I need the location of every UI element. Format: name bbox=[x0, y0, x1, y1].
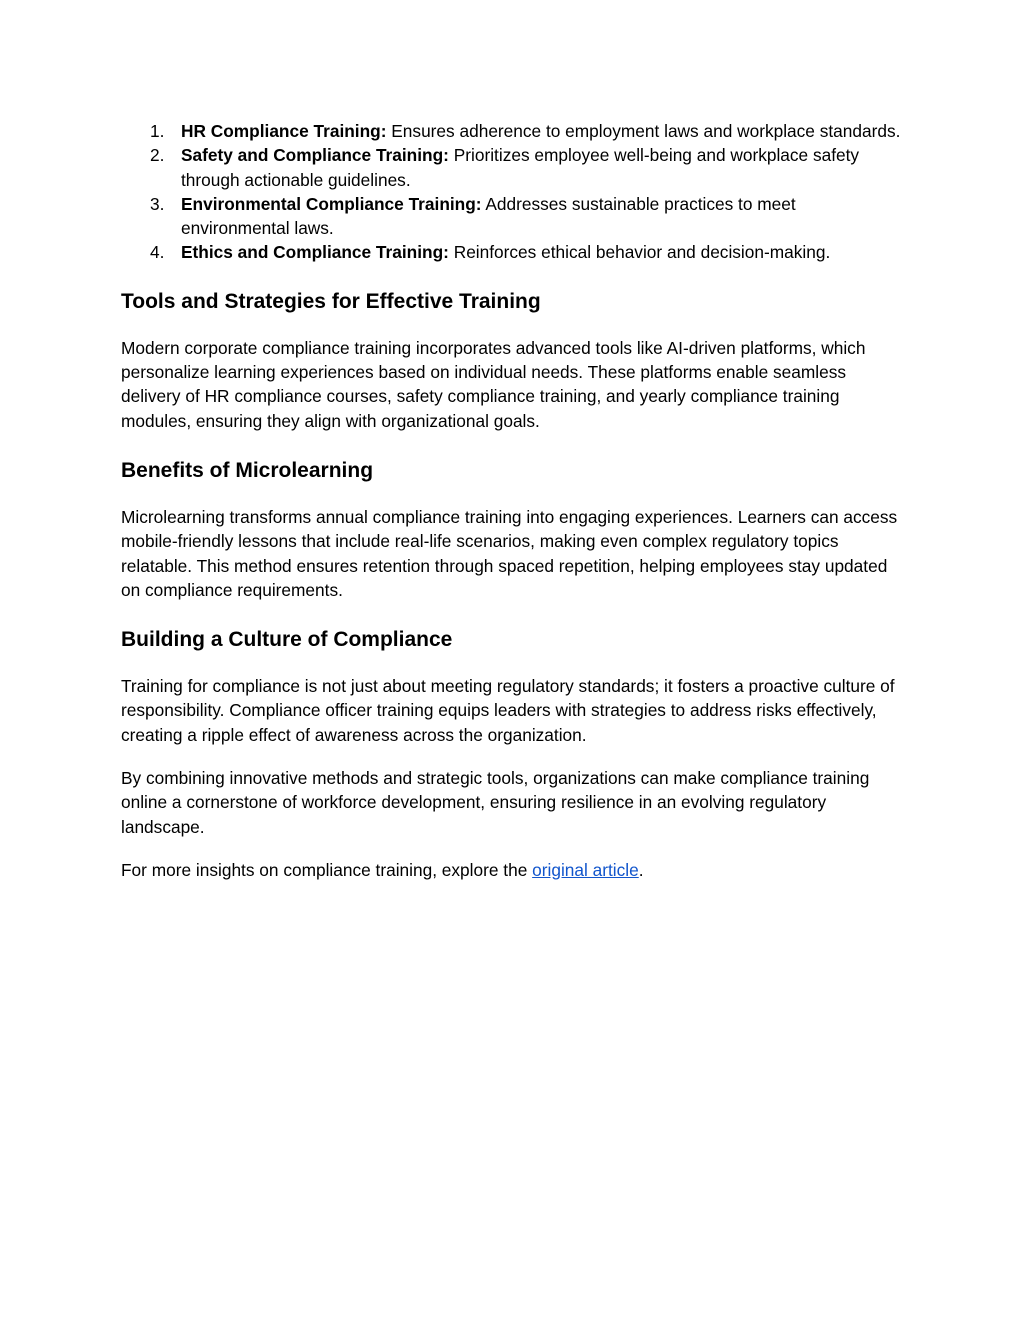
list-number: 4. bbox=[150, 242, 165, 263]
section-body-culture: Training for compliance is not just about meeting regulatory standards; it fosters a proactive culture of responsibility. Compliance officer training equips leaders with strategies to address risks effectively, creating a ripple effect of awareness across the organization. bbox=[121, 676, 895, 745]
list-number: 1. bbox=[150, 121, 165, 141]
list-item-text: Addresses sustainable practices to meet environmental laws. bbox=[181, 193, 796, 239]
section-body-microlearning: Microlearning transforms annual compliance training into engaging experiences. Learners can access mobile-friendly lessons that include real-life scenarios, making even complex regulatory topics relatable. This method ensures retention through spaced repetition, helping employees stay updated on compliance requirements. bbox=[121, 506, 898, 600]
closing-paragraph bbox=[121, 858, 906, 882]
list-item bbox=[121, 240, 906, 264]
list-item-text: Reinforces ethical behavior and decision-making. bbox=[448, 242, 831, 263]
list-number: 3. bbox=[150, 193, 165, 214]
section-heading-culture: Building a Culture of Compliance bbox=[121, 628, 453, 652]
section-body-combining: By combining innovative methods and strategic tools, organizations can make compliance training online a cornerstone of workforce development, ensuring resilience in an evolving regulatory landscape. bbox=[121, 768, 870, 837]
original-article-link[interactable]: original article bbox=[532, 859, 639, 880]
list-item-label: Safety and Compliance Training: bbox=[181, 145, 449, 166]
list-item-text: Prioritizes employee well-being and workplace safety through actionable guidelines. bbox=[181, 145, 860, 190]
list-item-text: Ensures adherence to employment laws and workplace standards. bbox=[386, 121, 901, 141]
section-body-tools: Modern corporate compliance training incorporates advanced tools like AI-driven platforms, which personalize learning experiences based on individual needs. These platforms enable seamless delivery of HR compliance courses, safety compliance training, and yearly compliance training modules, ensuring they align with organizational goals. bbox=[121, 337, 866, 431]
section-heading-microlearning: Benefits of Microlearning bbox=[121, 458, 374, 482]
list-item-label: Environmental Compliance Training: bbox=[181, 193, 482, 214]
list-item bbox=[121, 143, 906, 192]
list-number: 2. bbox=[150, 145, 165, 166]
list-item-label: HR Compliance Training: bbox=[181, 121, 387, 141]
list-item bbox=[121, 192, 906, 241]
section-heading-tools: Tools and Strategies for Effective Training bbox=[121, 289, 541, 313]
list-item bbox=[121, 119, 906, 143]
closing-suffix: . bbox=[638, 859, 644, 880]
document-page bbox=[121, 119, 906, 882]
closing-prefix: For more insights on compliance training, explore the bbox=[121, 859, 533, 880]
compliance-types-list bbox=[121, 119, 906, 265]
list-item-label: Ethics and Compliance Training: bbox=[181, 242, 449, 263]
